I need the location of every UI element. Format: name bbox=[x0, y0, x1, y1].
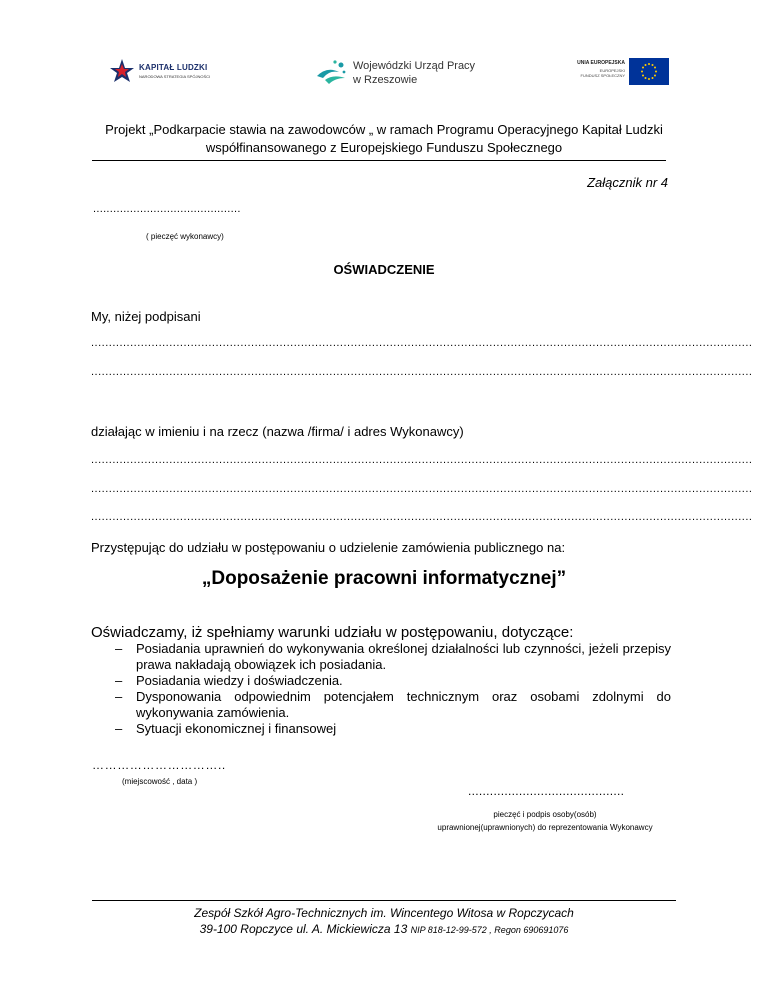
footer bbox=[0, 905, 768, 938]
footer-address bbox=[0, 921, 768, 938]
contractor-line-1: .......................................................................................................................................................................................... bbox=[91, 454, 753, 466]
kapital-ludzki-star-icon bbox=[109, 58, 135, 84]
annex-label: Załącznik nr 4 bbox=[587, 175, 668, 190]
signatory-line-1: .......................................................................................................................................................................................... bbox=[91, 337, 753, 349]
dash-bullet: – bbox=[115, 673, 123, 688]
footer-divider bbox=[92, 900, 676, 901]
footer-street: 39-100 Ropczyce ul. A. Mickiewicza 13 bbox=[199, 922, 408, 936]
place-date-label: (miejscowość , data ) bbox=[122, 777, 198, 786]
signature-label-line2: uprawnionej(uprawnionych) do reprezentowania Wykonawcy bbox=[437, 823, 653, 832]
eu-flag-icon bbox=[629, 58, 669, 85]
wup-name-line2: w Rzeszowie bbox=[353, 74, 418, 86]
signatory-line-2: .......................................................................................................................................................................................... bbox=[91, 366, 753, 378]
project-header-line2: współfinansowanego z Europejskiego Funduszu Społecznego bbox=[205, 140, 563, 155]
condition-item bbox=[91, 721, 671, 737]
signature-label-line1: pieczęć i podpis osoby(osób) bbox=[493, 810, 597, 819]
conditions-list bbox=[91, 641, 671, 737]
eu-logo-line1: UNIA EUROPEJSKA bbox=[577, 60, 625, 66]
condition-item bbox=[91, 689, 671, 721]
header-divider bbox=[92, 160, 666, 161]
kapital-ludzki-subtitle: NARODOWA STRATEGIA SPÓJNOŚCI bbox=[139, 74, 211, 79]
dash-bullet: – bbox=[115, 721, 123, 736]
kapital-ludzki-title: KAPITAŁ LUDZKI bbox=[139, 63, 208, 72]
stamp-label: ( pieczęć wykonawcy) bbox=[146, 232, 224, 241]
procurement-subject: „Doposażenie pracowni informatycznej” bbox=[201, 568, 567, 589]
project-header bbox=[0, 121, 768, 157]
eu-logo bbox=[573, 58, 669, 86]
footer-nip-regon: NIP 818-12-99-572 , Regon 690691076 bbox=[410, 925, 569, 935]
declaration-text: Oświadczamy, iż spełniamy warunki udziału w postępowaniu, dotyczące: bbox=[91, 624, 574, 641]
stamp-dotted-line: ............................................ bbox=[93, 203, 241, 215]
condition-item bbox=[91, 641, 671, 673]
footer-school-name: Zespół Szkół Agro-Technicznych im. Wincentego Witosa w Ropczycach bbox=[194, 906, 574, 920]
dash-bullet: – bbox=[115, 641, 123, 656]
kapital-ludzki-logo bbox=[109, 58, 219, 88]
condition-text: Sytuacji ekonomicznej i finansowej bbox=[136, 721, 337, 736]
joining-text: Przystępując do udziału w postępowaniu o udzielenie zamówienia publicznego na: bbox=[91, 540, 566, 555]
wup-bird-icon bbox=[315, 56, 349, 90]
signature-dotted-line: ........................................... bbox=[468, 784, 625, 798]
condition-text: Posiadania wiedzy i doświadczenia. bbox=[136, 673, 343, 688]
dash-bullet: – bbox=[115, 689, 123, 704]
place-date-dotted-line: ………………………….. bbox=[92, 758, 226, 772]
condition-text: Dysponowania odpowiednim potencjałem technicznym oraz osobami zdolnymi do wykonywania zamówienia. bbox=[136, 689, 671, 720]
signatories-intro: My, niżej podpisani bbox=[91, 309, 201, 324]
project-header-line1: Projekt „Podkarpacie stawia na zawodowców „ w ramach Programu Operacyjnego Kapitał Ludzki bbox=[105, 122, 663, 137]
condition-item bbox=[91, 673, 671, 689]
contractor-line-2: .......................................................................................................................................................................................... bbox=[91, 483, 753, 495]
contractor-line-3: .......................................................................................................................................................................................... bbox=[91, 511, 753, 523]
eu-logo-line3: FUNDUSZ SPOŁECZNY bbox=[580, 73, 625, 78]
eu-logo-line2: EUROPEJSKI bbox=[599, 68, 625, 73]
acting-on-behalf-text: działając w imieniu i na rzecz (nazwa /firma/ i adres Wykonawcy) bbox=[91, 424, 464, 439]
wup-logo bbox=[315, 54, 485, 94]
signature-label bbox=[410, 808, 680, 834]
document-title: OŚWIADCZENIE bbox=[333, 262, 435, 277]
wup-name-line1: Wojewódzki Urząd Pracy bbox=[353, 60, 476, 72]
condition-text: Posiadania uprawnień do wykonywania określonej działalności lub czynności, jeżeli przepisy prawa nakładają obowiązek ich posiadania. bbox=[136, 641, 671, 672]
logo-bar bbox=[0, 48, 768, 98]
